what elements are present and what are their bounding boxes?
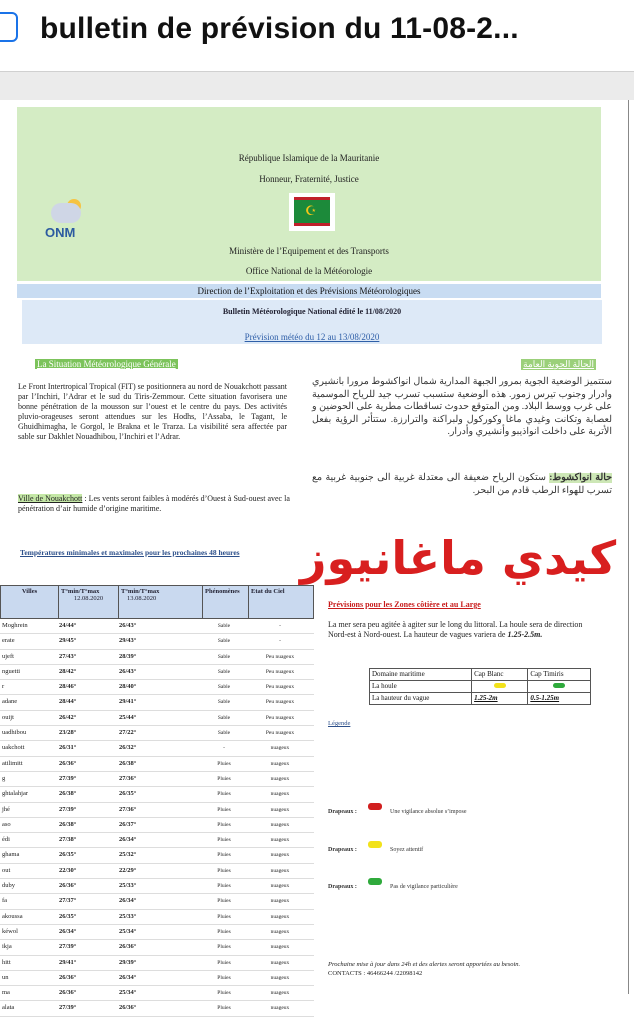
cell-max: 27/36° bbox=[119, 774, 137, 782]
cell-max: 25/44° bbox=[119, 713, 137, 721]
cell-ciel: nuageux bbox=[270, 928, 290, 935]
legend-text: Une vigilance absolue s’impose bbox=[390, 809, 467, 815]
cell-ciel: nuageux bbox=[270, 944, 290, 951]
cell-ciel: nuageux bbox=[270, 1005, 290, 1012]
cell-ville: ghtalahjar bbox=[2, 790, 28, 798]
cell-ville: ghama bbox=[2, 851, 20, 859]
cell-min: 26/36° bbox=[59, 973, 77, 981]
table-row bbox=[0, 803, 314, 818]
cell-max: 26/36° bbox=[119, 1004, 137, 1012]
cell-max: 26/32° bbox=[119, 744, 137, 752]
cell-min: 29/45° bbox=[59, 637, 77, 645]
table-row bbox=[0, 910, 314, 925]
nouakchott-text-fr bbox=[18, 494, 290, 514]
legend-label: Drapeaux : bbox=[328, 847, 357, 853]
table-header bbox=[0, 585, 314, 619]
cell-ville: atilimitt bbox=[2, 759, 23, 767]
situation-text-fr: Le Front Intertropical Tropical (FIT) se positionnera au nord de Nouakchott passant par l’Inchiri, l’Adrar et le sud du Tiris-Zemmour. Cette situation favorisera une bonne pénétration de la mousson sur l’ouest et le centre du pays. Des activités pluvio-orageuses seront attendues sur les Hodhs, l’Assaba, le Tagant, le Ghuidhimagha, le Gorgol, le Brakna et le Trarza. La visibilité sera affectée par sable sur Dakhlet Nouadhibou, l’Inchiri et l’Adrar. bbox=[18, 382, 287, 441]
cell-ville: Moghrein bbox=[2, 622, 28, 629]
motto-line: Honneur, Fraternité, Justice bbox=[259, 174, 359, 184]
table-row bbox=[0, 711, 314, 726]
nouakchott-body-fr: : Les vents seront faibles à modérés d’Ouest à Sud-ouest avec la pénétration d’air humide d’origine maritime. bbox=[18, 494, 290, 513]
cell-phen: Pluies bbox=[217, 760, 231, 767]
table-row bbox=[0, 787, 314, 802]
cell-ciel: nuageux bbox=[270, 745, 290, 752]
cell-max: 27/36° bbox=[119, 805, 137, 813]
bulletin-box bbox=[22, 300, 602, 344]
table-row bbox=[0, 695, 314, 710]
table-row bbox=[0, 879, 314, 894]
cell-min: 29/41° bbox=[59, 958, 77, 966]
document-page[interactable] bbox=[0, 100, 634, 1012]
back-icon[interactable] bbox=[0, 12, 18, 42]
legend-text: Soyez attentif bbox=[390, 847, 424, 853]
header-day1: T°min/T°max 12.08.2020 bbox=[59, 586, 119, 618]
cell-max: 26/34° bbox=[119, 836, 137, 844]
legend-row bbox=[328, 847, 588, 861]
cell-max: 27/22° bbox=[119, 729, 137, 737]
legend-row bbox=[328, 884, 588, 898]
legend-label: Drapeaux : bbox=[328, 884, 357, 890]
ministry-line: Ministère de l’Equipement et des Transports bbox=[229, 246, 389, 256]
flag-icon bbox=[368, 841, 382, 848]
cell-ciel: nuageux bbox=[270, 898, 290, 905]
cell-ciel: nuageux bbox=[270, 806, 290, 813]
table-row bbox=[0, 757, 314, 772]
cell-ville: uadhibou bbox=[2, 729, 27, 737]
situation-title-ar: الحالة الجوية العامة bbox=[523, 359, 594, 369]
republic-line: République Islamique de la Mauritanie bbox=[238, 153, 380, 163]
table-row bbox=[0, 680, 314, 695]
table-row bbox=[0, 726, 314, 741]
cell-ville: adane bbox=[2, 698, 18, 706]
cell-phen: Sable bbox=[217, 623, 231, 629]
table-row bbox=[0, 833, 314, 848]
houle-capblanc-icon bbox=[472, 681, 528, 693]
cell-min: 27/39° bbox=[59, 1004, 77, 1012]
cell-phen: Sable bbox=[217, 714, 231, 721]
watermark: كيدي ماغانيوز bbox=[300, 531, 617, 585]
table-row bbox=[0, 986, 314, 1001]
cell-ville: uakchott bbox=[2, 744, 25, 752]
header-etat-ciel: Etat du Ciel bbox=[251, 588, 285, 595]
cell-ville: out bbox=[2, 866, 11, 874]
cell-ville: ma bbox=[2, 989, 10, 997]
cell-phen: Pluies bbox=[217, 913, 231, 920]
cell-min: 26/36° bbox=[59, 989, 77, 997]
table-row bbox=[0, 665, 314, 680]
table-row bbox=[0, 894, 314, 909]
table-row bbox=[0, 1001, 314, 1016]
table-row bbox=[0, 818, 314, 833]
cell-ciel: nuageux bbox=[270, 990, 290, 997]
cell-max: 26/43° bbox=[119, 622, 137, 629]
cell-ville: fa bbox=[2, 897, 8, 905]
cell-max: 22/29° bbox=[119, 866, 137, 874]
maritime-row-houle: La houle bbox=[370, 681, 472, 693]
cell-ciel: nuageux bbox=[270, 913, 290, 920]
cell-phen: Pluies bbox=[217, 791, 231, 798]
table-row bbox=[0, 741, 314, 756]
cell-min: 26/34° bbox=[59, 927, 77, 935]
situation-title-fr: La Situation Météorologique Générale bbox=[37, 359, 176, 369]
cell-phen: Pluies bbox=[217, 974, 231, 981]
cell-min: 27/43° bbox=[59, 652, 77, 660]
temperatures-title: Températures minimales et maximales pour les prochaines 48 heures bbox=[20, 548, 240, 557]
cell-phen: Pluies bbox=[217, 806, 231, 813]
cell-ciel: nuageux bbox=[270, 760, 290, 767]
maritime-table bbox=[369, 668, 591, 705]
legend-row bbox=[328, 809, 588, 823]
next-update-note: Prochaine mise à jour dans 24h et des alertes seront apportées au besoin. bbox=[328, 961, 521, 968]
legend-text: Pas de vigilance particulière bbox=[390, 884, 458, 890]
cell-max: 29/43° bbox=[119, 637, 137, 645]
cell-ciel: Peu nuageux bbox=[265, 714, 295, 721]
temperature-table bbox=[0, 619, 314, 1017]
cell-phen: Pluies bbox=[217, 852, 231, 859]
wave-height-range: 1.25-2.5m. bbox=[507, 630, 543, 639]
cell-max: 28/40° bbox=[119, 683, 137, 691]
cell-phen: - bbox=[223, 745, 225, 752]
cell-ville: ikja bbox=[2, 943, 12, 951]
maritime-row-hauteur: La hauteur du vague bbox=[370, 693, 472, 705]
houle-captimiris-icon bbox=[528, 681, 591, 693]
header-phenomenes: Phénomènes bbox=[203, 586, 249, 618]
cell-ciel: nuageux bbox=[270, 974, 290, 981]
hauteur-captimiris: 0.5-1.25m bbox=[528, 693, 591, 705]
prevision-period[interactable]: Prévision météo du 12 au 13/08/2020 bbox=[244, 332, 380, 342]
top-bar bbox=[0, 0, 634, 72]
coast-text: La mer sera peu agitée à agiter sur le long du littoral. La houle sera de direction Nord-est à Nord-ouest. La hauteur de vagues variera de 1.25-2.5m. bbox=[328, 620, 583, 639]
maritime-header-capblanc: Cap Blanc bbox=[472, 669, 528, 681]
cell-ville: r bbox=[2, 683, 5, 691]
cell-max: 26/34° bbox=[119, 973, 137, 981]
cell-ville: édi bbox=[2, 836, 10, 844]
direction-band: Direction de l’Exploitation et des Prévisions Météorologiques bbox=[17, 284, 601, 298]
cell-ciel: nuageux bbox=[270, 852, 290, 859]
bulletin-edition: Bulletin Météorologique National édité le 11/08/2020 bbox=[222, 307, 402, 316]
cell-ciel: nuageux bbox=[270, 775, 290, 782]
cell-ville: nguetti bbox=[2, 667, 21, 675]
cell-min: 26/36° bbox=[59, 759, 77, 767]
table-row bbox=[0, 848, 314, 863]
official-header bbox=[17, 107, 601, 281]
cell-min: 27/37° bbox=[59, 897, 77, 905]
cell-min: 24/44° bbox=[59, 622, 77, 629]
nouakchott-label-fr: Ville de Nouakchott bbox=[18, 494, 83, 503]
cell-min: 23/28° bbox=[59, 729, 77, 737]
footer-note bbox=[328, 960, 618, 978]
cell-max: 25/34° bbox=[119, 927, 137, 935]
flag-icon bbox=[368, 803, 382, 810]
cell-ville: un bbox=[2, 973, 9, 981]
header-villes: Villes bbox=[1, 586, 59, 618]
cell-min: 27/38° bbox=[59, 836, 77, 844]
table-row bbox=[0, 619, 314, 634]
cell-ciel: - bbox=[279, 623, 281, 629]
cell-phen: Pluies bbox=[217, 944, 231, 951]
cell-ville: hitt bbox=[2, 958, 11, 966]
cell-ville: g bbox=[2, 774, 6, 782]
cell-ciel: nuageux bbox=[270, 837, 290, 844]
cell-max: 29/39° bbox=[119, 958, 137, 966]
cell-min: 27/39° bbox=[59, 774, 77, 782]
cell-min: 26/42° bbox=[59, 713, 77, 721]
hauteur-capblanc: 1.25-2m bbox=[472, 693, 528, 705]
maritime-header-captimiris: Cap Timiris bbox=[528, 669, 591, 681]
cell-phen: Sable bbox=[217, 653, 231, 660]
table-row bbox=[0, 925, 314, 940]
flag-icon bbox=[368, 878, 382, 885]
cell-max: 26/34° bbox=[119, 897, 137, 905]
cell-ville: ouijt bbox=[2, 713, 14, 721]
cell-ciel: nuageux bbox=[270, 821, 290, 828]
cell-ville: erate bbox=[2, 637, 15, 645]
coast-title: Prévisions pour les Zones côtière et au Large bbox=[328, 600, 481, 609]
cell-max: 25/33° bbox=[119, 882, 137, 890]
table-row bbox=[0, 864, 314, 879]
cell-ciel: nuageux bbox=[270, 867, 290, 874]
cell-max: 25/32° bbox=[119, 851, 137, 859]
cell-phen: Pluies bbox=[217, 775, 231, 782]
cell-min: 26/36° bbox=[59, 882, 77, 890]
cell-phen: Pluies bbox=[217, 898, 231, 905]
cell-min: 26/35° bbox=[59, 912, 77, 920]
cell-ciel: Peu nuageux bbox=[265, 699, 295, 706]
document-title: bulletin de prévision du 11-08-2... bbox=[40, 12, 519, 45]
cell-min: 26/38° bbox=[59, 820, 77, 828]
cell-ville: duby bbox=[2, 882, 15, 890]
cell-min: 22/30° bbox=[59, 866, 77, 874]
cell-phen: Pluies bbox=[217, 1005, 231, 1012]
cell-ville: kéwol bbox=[2, 927, 18, 935]
cell-phen: Sable bbox=[217, 699, 231, 706]
cell-min: 28/42° bbox=[59, 667, 77, 675]
cell-ville: akoussa bbox=[2, 912, 23, 920]
cell-ciel: Peu nuageux bbox=[265, 653, 295, 660]
cell-ville: aso bbox=[2, 820, 11, 828]
nouakchott-body-ar: ستكون الرياح ضعيفة الى معتدلة غربية الى جنوبية غربية مع تسرب للهواء الرطب قادم من البحر. bbox=[312, 473, 612, 496]
legend-title: Légende bbox=[328, 720, 351, 727]
cell-max: 26/38° bbox=[119, 759, 137, 767]
cell-max: 29/41° bbox=[119, 698, 137, 706]
table-row bbox=[0, 634, 314, 649]
document-margin bbox=[0, 72, 634, 100]
legend-label: Drapeaux : bbox=[328, 809, 357, 815]
cell-min: 28/46° bbox=[59, 683, 77, 691]
cell-phen: Sable bbox=[217, 684, 231, 691]
cell-phen: Pluies bbox=[217, 990, 231, 997]
table-row bbox=[0, 772, 314, 787]
cell-phen: Pluies bbox=[217, 821, 231, 828]
cell-phen: Pluies bbox=[217, 928, 231, 935]
cell-ciel: nuageux bbox=[270, 883, 290, 890]
situation-text-ar: ستتميز الوضعية الجوية بمرور الجبهة المدارية شمال انواكشوط مرورا بانشيري وادرار وجنوب تيرس زمور. هذه الوضعية ستسبب تسرب جيد للرياح الموسمية على غرب ووسط البلاد. ومن المتوقع حدوث تساقطات مطرية على الحوضين و لعصابة وتكانت وغيدي ماغا وكوركول ولبراكنة والترارزة. ستتأثر الرؤية بفعل الأتربة على داخلت انواذيبو وأنشيري وأدرار. bbox=[312, 377, 612, 437]
cell-ville: jhé bbox=[2, 805, 10, 813]
cell-max: 26/37° bbox=[119, 820, 137, 828]
cell-min: 26/38° bbox=[59, 790, 77, 798]
cell-min: 27/39° bbox=[59, 805, 77, 813]
maritime-header-domain: Domaine maritime bbox=[370, 669, 472, 681]
cell-max: 26/36° bbox=[119, 943, 137, 951]
contacts: CONTACTS : 46466244 /22098142 bbox=[328, 970, 423, 977]
cell-ciel: nuageux bbox=[270, 791, 290, 798]
cell-ville: alata bbox=[2, 1004, 15, 1012]
cell-ciel: Peu nuageux bbox=[265, 730, 295, 737]
cell-phen: Sable bbox=[217, 638, 231, 645]
nouakchott-text-ar bbox=[312, 472, 612, 497]
table-row bbox=[0, 971, 314, 986]
cell-max: 25/33° bbox=[119, 912, 137, 920]
cell-phen: Sable bbox=[217, 668, 231, 675]
cell-max: 26/35° bbox=[119, 790, 137, 798]
cell-min: 26/31° bbox=[59, 744, 77, 752]
office-line: Office National de la Météorologie bbox=[245, 266, 373, 276]
table-row bbox=[0, 940, 314, 955]
table-row bbox=[0, 956, 314, 971]
header-day2: T°min/T°max 13.08.2020 bbox=[119, 586, 203, 618]
cell-phen: Pluies bbox=[217, 837, 231, 844]
table-row bbox=[0, 650, 314, 665]
cell-max: 28/39° bbox=[119, 652, 137, 660]
onm-logo: ONM bbox=[45, 199, 95, 245]
cell-phen: Pluies bbox=[217, 867, 231, 874]
cell-phen: Pluies bbox=[217, 959, 231, 966]
cell-phen: Pluies bbox=[217, 883, 231, 890]
cell-ciel: Peu nuageux bbox=[265, 684, 295, 691]
cell-min: 28/44° bbox=[59, 698, 77, 706]
cell-ciel: - bbox=[279, 638, 281, 645]
cell-ciel: Peu nuageux bbox=[265, 668, 295, 675]
page-divider bbox=[628, 100, 629, 994]
cell-ciel: nuageux bbox=[270, 959, 290, 966]
cell-min: 27/39° bbox=[59, 943, 77, 951]
cell-ville: ujeft bbox=[2, 652, 14, 660]
mauritania-flag: ☪ bbox=[289, 193, 335, 231]
cell-max: 25/34° bbox=[119, 989, 137, 997]
cell-min: 26/35° bbox=[59, 851, 77, 859]
cell-max: 26/43° bbox=[119, 667, 137, 675]
cell-phen: Sable bbox=[217, 730, 231, 737]
nouakchott-label-ar: حالة انواكشوط: bbox=[549, 473, 613, 483]
